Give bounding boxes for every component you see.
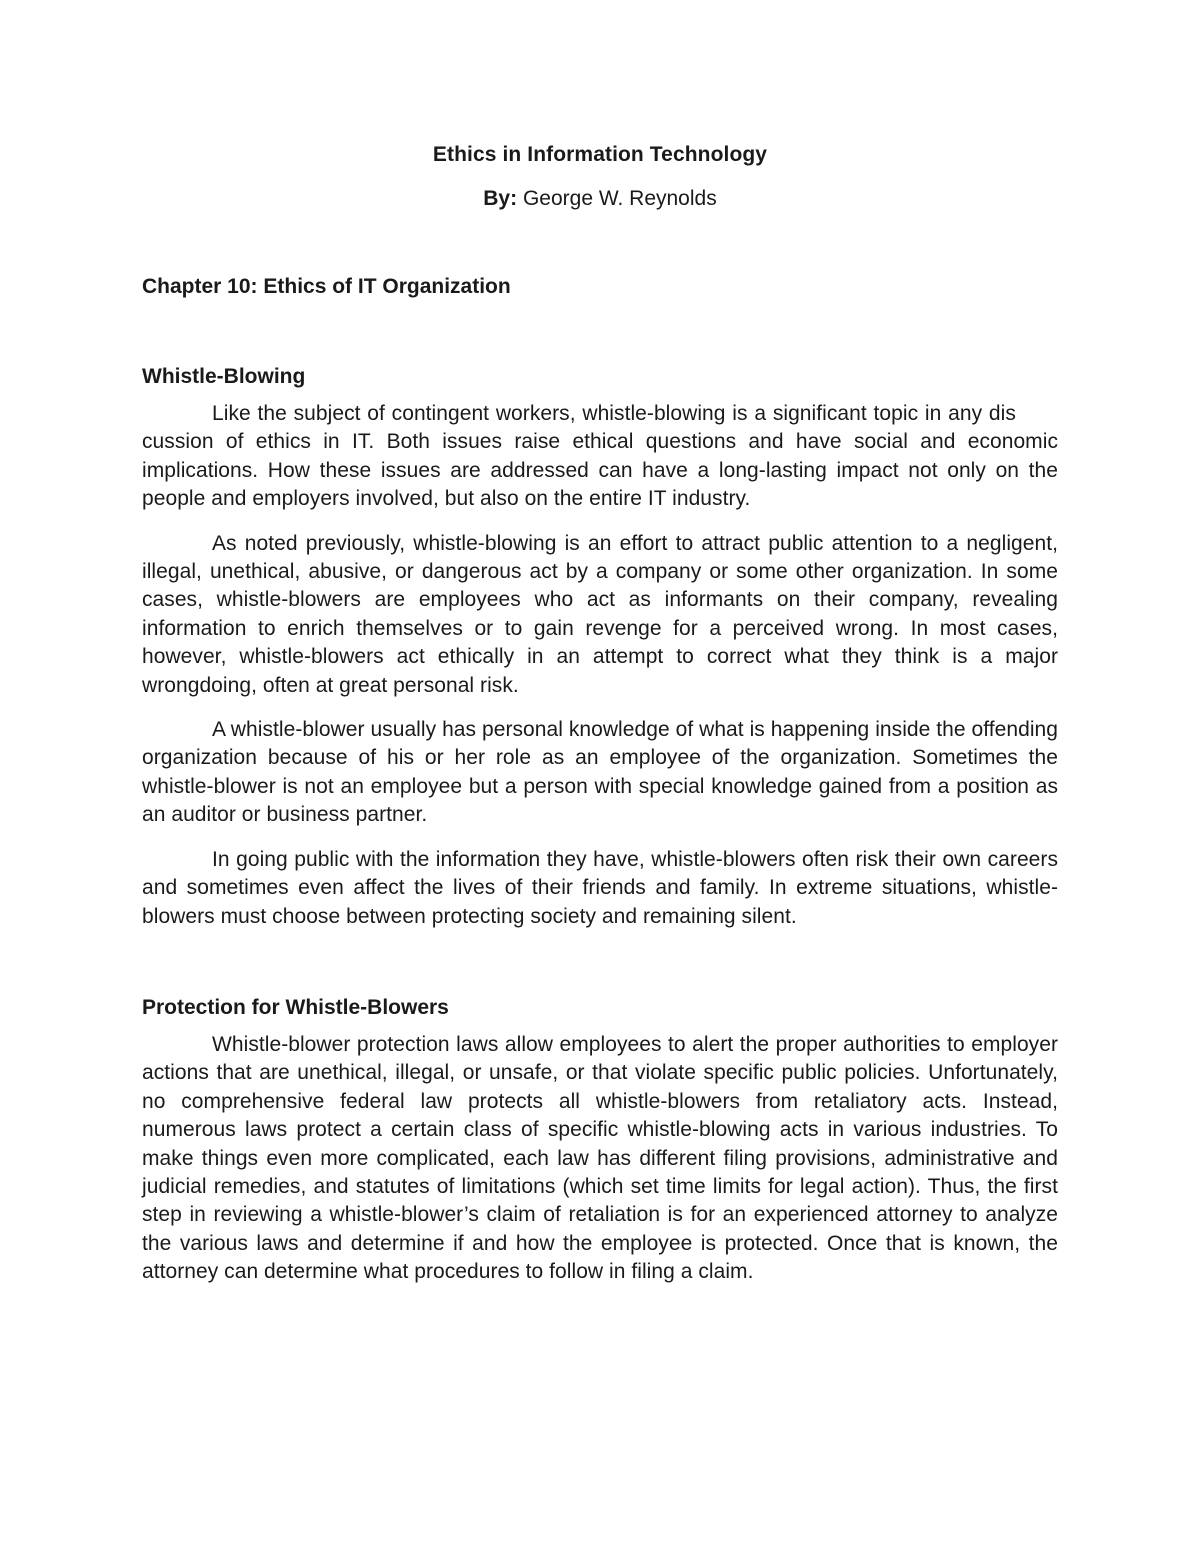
author-byline	[142, 184, 1058, 214]
document-title: Ethics in Information Technology	[432, 143, 768, 166]
chapter-heading: Chapter 10: Ethics of IT Organization	[142, 275, 511, 298]
paragraph: Like the subject of contingent workers, whistle-blowing is a significant topic in any dis cussion of ethics in IT. Both issues raise ethical questions and have social and economic implications. How these issues are addressed can have a long-lasting impact not only on the people and employers involved, but also on the entire IT industry.	[142, 402, 1058, 511]
document-page	[142, 140, 1058, 1287]
paragraph: Whistle-blower protection laws allow employees to alert the proper authorities to employer actions that are unethical, illegal, or unsafe, or that violate specific public policies. Unfortunately, no comprehensive federal law protects all whistle-blowers from retaliatory acts. Instead, numerous laws protect a certain class of specific whistle-blowing acts in various industries. To make things even more complicated, each law has different filing provisions, administrative and judicial remedies, and statutes of limitations (which set time limits for legal action). Thus, the first step in reviewing a whistle-blower’s claim of retaliation is for an experienced attorney to analyze the various laws and determine if and how the employee is protected. Once that is known, the attorney can determine what procedures to follow in filing a claim.	[142, 1032, 1058, 1284]
paragraph: As noted previously, whistle-blowing is an effort to attract public attention to a negligent, illegal, unethical, abusive, or dangerous act by a company or some other organization. In some cases, whistle-blowers are employees who act as informants on their company, revealing information to enrich themselves or to gain revenge for a perceived wrong. In most cases, however, whistle-blowers act ethically in an attempt to correct what they think is a major wrongdoing, often at great personal risk.	[142, 531, 1058, 697]
section-heading-whistle-blowing: Whistle-Blowing	[142, 365, 306, 388]
paragraph: A whistle-blower usually has personal knowledge of what is happening inside the offending organization because of his or her role as an employee of the organization. Sometimes the whistle-blower is not an employee but a person with special knowledge gained from a position as an auditor or business partner.	[142, 718, 1058, 827]
author-name: George W. Reynolds	[522, 187, 717, 210]
section-heading-protection: Protection for Whistle-Blowers	[142, 995, 449, 1019]
paragraph: In going public with the information they have, whistle-blowers often risk their own careers and sometimes even affect the lives of their friends and family. In extreme situations, whistle-blowers must choose between protecting society and remaining silent.	[142, 847, 1058, 928]
byline-label: By:	[483, 187, 518, 210]
